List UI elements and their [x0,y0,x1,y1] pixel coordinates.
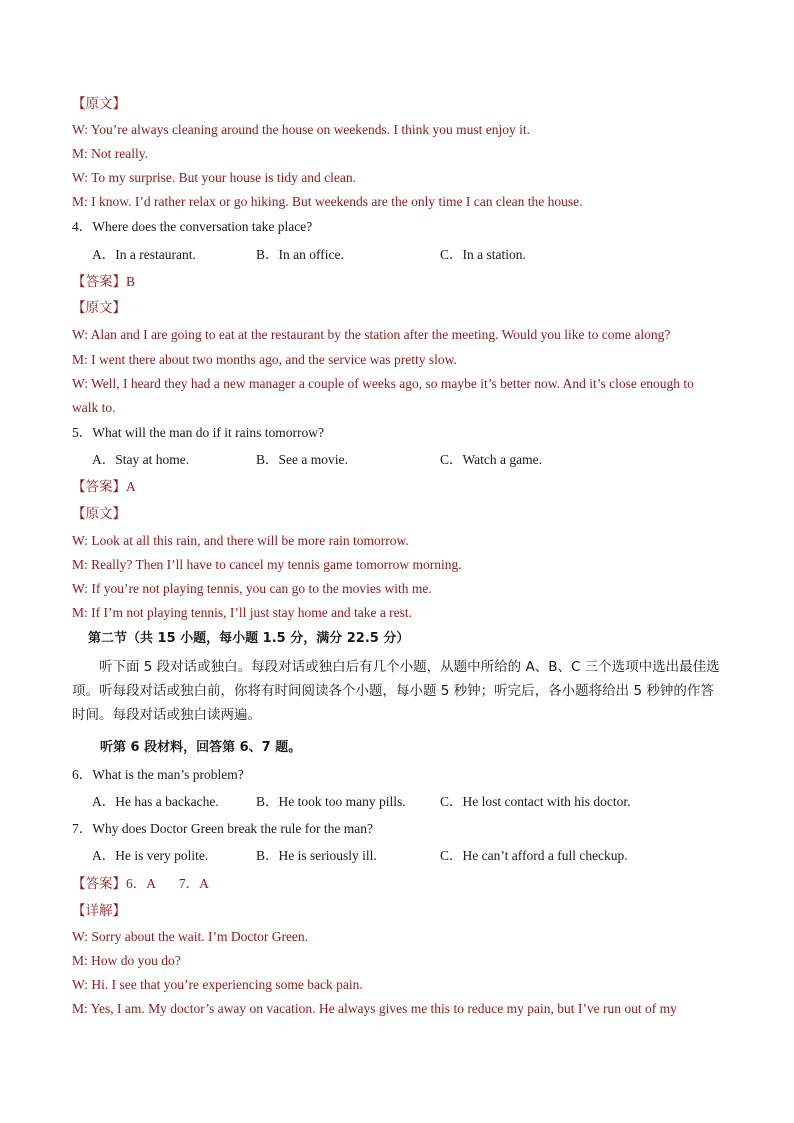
transcript-line: M: I went there about two months ago, and the service was pretty slow. [72,352,457,367]
answer-label: 【答案】 [72,876,126,892]
transcript-line: M: I know. I’d rather relax or go hiking. But weekends are the only time I can clean the house. [72,194,583,209]
question-7: 7．Why does Doctor Green break the rule for the man? [72,821,374,836]
transcript-line: W: Well, I heard they had a new manager a couple of weeks ago, so maybe it’s better now. And it’s close enough to [72,376,694,391]
answer-label: 【答案】 [72,479,126,495]
answer-line [72,875,209,893]
option-a: A．He is very polite. [92,848,209,863]
answer-value: 6．A 7．A [126,876,209,891]
yuanwen-label: 【原文】 [72,506,126,522]
instructions-paragraph: 听下面 5 段对话或独白。每段对话或独白后有几个小题，从题中所给的 A、B、C 三个选项中选出最佳选项。听每段对话或独白前，你将有时间阅读各个小题，每小题 5 秒钟；听完后，各小题将给出 5 秒钟的作答时间。每段对话或独白读两遍。 [72,659,720,723]
answer-line [72,273,135,291]
option-b: B．In an office. [256,247,344,262]
transcript-line: M: Yes, I am. My doctor’s away on vacation. He always gives me this to reduce my pain, but I’ve run out of my [72,1001,677,1016]
answer-label: 【答案】 [72,274,126,290]
transcript-line: W: If you’re not playing tennis, you can go to the movies with me. [72,581,432,596]
yuanwen-label: 【原文】 [72,300,126,316]
transcript-line: walk to. [72,400,116,415]
section-heading: 第二节（共 15 小题，每小题 1.5 分，满分 22.5 分） [88,631,410,646]
xiangjie-label: 【详解】 [72,903,126,919]
option-c: C．He lost contact with his doctor. [440,794,631,809]
transcript-line: W: Sorry about the wait. I’m Doctor Green. [72,929,309,944]
option-c: C．He can’t afford a full checkup. [440,848,628,863]
option-c: C．In a station. [440,247,526,262]
option-a: A．Stay at home. [92,452,190,467]
option-b: B．He took too many pills. [256,794,406,809]
option-a: A．In a restaurant. [92,247,196,262]
question-4: 4．Where does the conversation take place? [72,219,313,234]
transcript-line: M: Not really. [72,146,148,161]
yuanwen-label: 【原文】 [72,96,126,112]
transcript-line: W: You’re always cleaning around the house on weekends. I think you must enjoy it. [72,122,531,137]
option-b: B．He is seriously ill. [256,848,377,863]
option-c: C．Watch a game. [440,452,543,467]
transcript-line: M: Really? Then I’ll have to cancel my tennis game tomorrow morning. [72,557,462,572]
option-b: B．See a movie. [256,452,348,467]
answer-value: B [126,274,136,289]
question-5: 5．What will the man do if it rains tomorrow? [72,425,324,440]
transcript-line: M: How do you do? [72,953,181,968]
transcript-line: W: Look at all this rain, and there will be more rain tomorrow. [72,533,409,548]
answer-value: A [126,479,136,494]
answer-line [72,478,136,496]
option-a: A．He has a backache. [92,794,219,809]
transcript-line: W: Hi. I see that you’re experiencing some back pain. [72,977,363,992]
material-heading: 听第 6 段材料，回答第 6、7 题。 [100,740,302,755]
transcript-line: W: To my surprise. But your house is tidy and clean. [72,170,357,185]
transcript-line: M: If I’m not playing tennis, I’ll just stay home and take a rest. [72,605,413,620]
transcript-line: W: Alan and I are going to eat at the restaurant by the station after the meeting. Would you like to come along? [72,327,671,342]
question-6: 6．What is the man’s problem? [72,767,244,782]
